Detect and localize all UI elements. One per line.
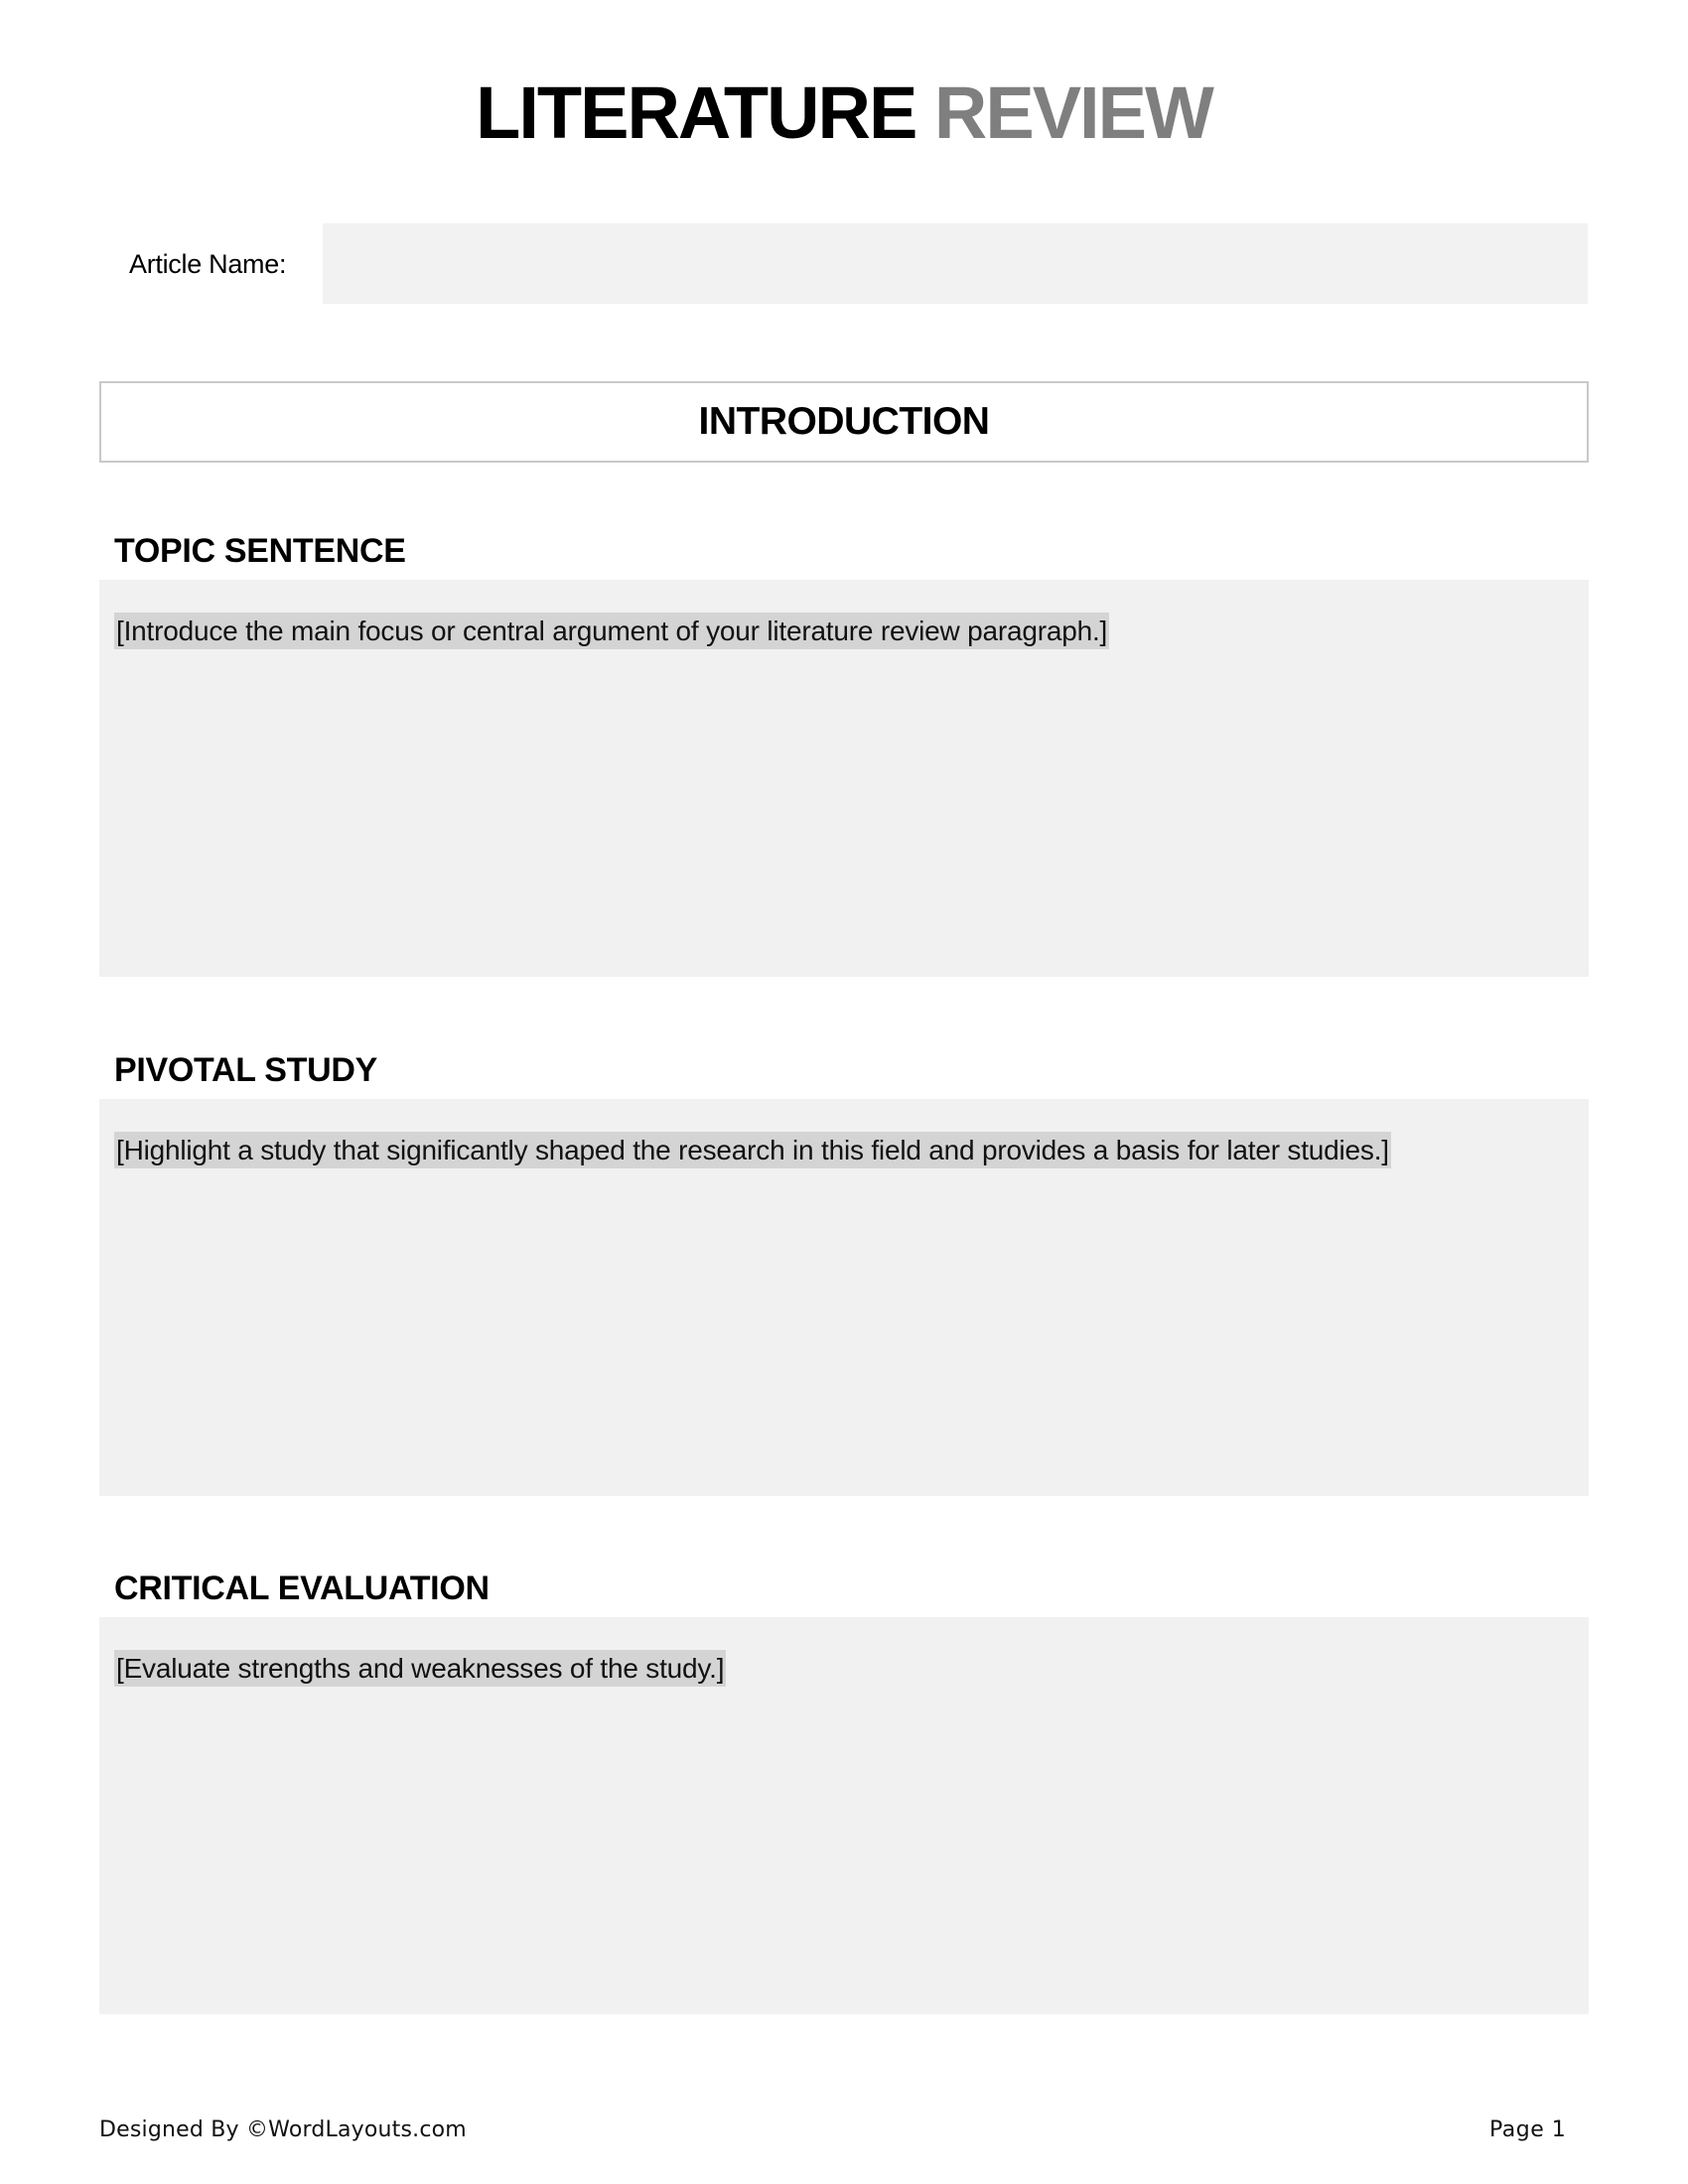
pivotal-study-field[interactable] xyxy=(99,1099,1589,1496)
document-title xyxy=(0,66,1688,161)
topic-sentence-field[interactable] xyxy=(99,580,1589,977)
pivotal-study-placeholder[interactable]: [Highlight a study that significantly shaped the research in this field and provides a basis for later studies.] xyxy=(114,1132,1391,1168)
critical-evaluation-heading: CRITICAL EVALUATION xyxy=(114,1570,490,1607)
introduction-heading: INTRODUCTION xyxy=(698,400,990,443)
title-secondary: REVIEW xyxy=(933,71,1212,154)
topic-sentence-heading: TOPIC SENTENCE xyxy=(114,532,406,570)
critical-evaluation-field[interactable] xyxy=(99,1617,1589,2014)
article-name-field[interactable] xyxy=(323,223,1588,304)
page-number: Page 1 xyxy=(1489,2117,1567,2142)
critical-evaluation-placeholder[interactable]: [Evaluate strengths and weaknesses of the study.] xyxy=(114,1650,726,1687)
footer-credit: Designed By ©WordLayouts.com xyxy=(99,2117,467,2142)
introduction-banner xyxy=(99,381,1589,463)
topic-sentence-placeholder[interactable]: [Introduce the main focus or central argument of your literature review paragraph.] xyxy=(114,613,1109,649)
article-name-label: Article Name: xyxy=(129,249,287,279)
title-primary: LITERATURE xyxy=(476,71,916,154)
pivotal-study-heading: PIVOTAL STUDY xyxy=(114,1051,377,1089)
